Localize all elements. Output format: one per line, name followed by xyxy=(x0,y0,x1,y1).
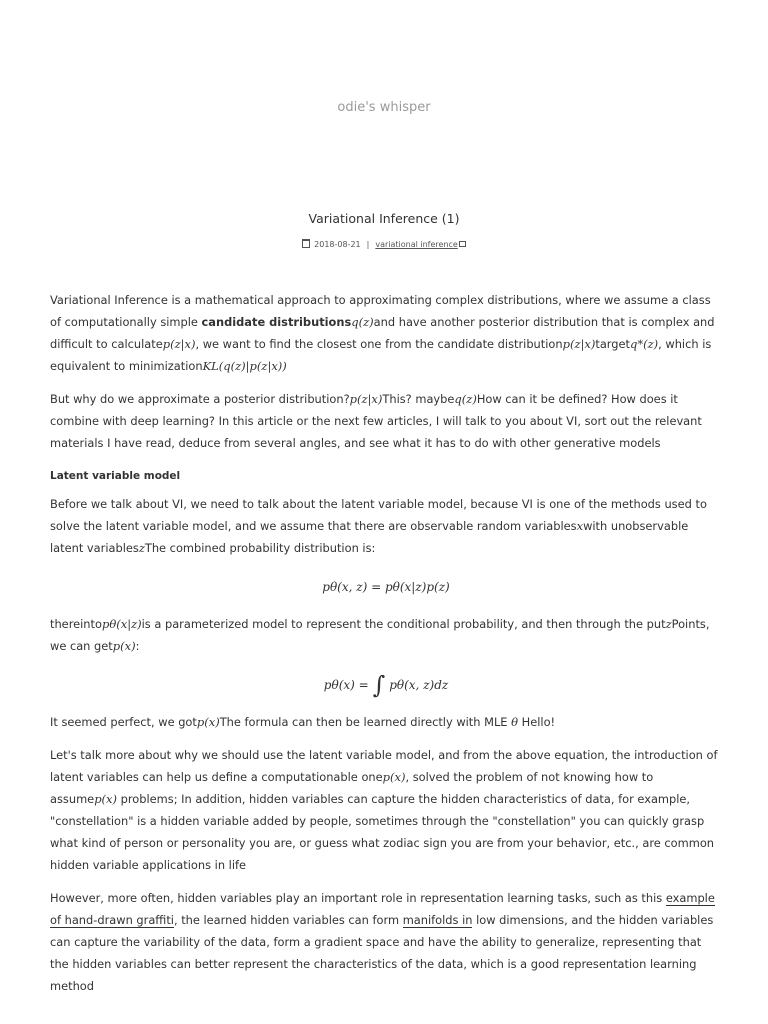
equation-marginal xyxy=(50,668,722,702)
text: Variational Inference is a mathematical approach to approximating complex distributions, where we assume a class of computationally simple xyxy=(50,293,711,329)
paragraph-perfect xyxy=(50,711,722,733)
text: The formula can then be learned directly with MLE xyxy=(219,715,512,729)
math-inline: pθ(x|z) xyxy=(101,617,142,631)
external-link-icon xyxy=(459,241,466,247)
integral-symbol: ∫ xyxy=(372,671,386,699)
math-inline: p(z|x) xyxy=(162,337,196,351)
math-inline: θ xyxy=(511,715,519,729)
post-title: Variational Inference (1) xyxy=(308,211,460,226)
calendar-icon xyxy=(302,239,310,248)
text: However, more often, hidden variables play an important role in representation learning tasks, such as this xyxy=(50,891,666,905)
text: Before we talk about VI, we need to talk about the latent variable model, because VI is one of the methods used to solve the latent variable model, and we assume that there are observable random variables xyxy=(50,497,707,533)
candidate-distributions-term: candidate distributions xyxy=(201,315,352,329)
post-content xyxy=(50,289,722,1008)
text: , which is equivalent to minimization xyxy=(50,337,712,373)
paragraph-why xyxy=(50,388,722,454)
post-meta xyxy=(0,239,768,249)
math-inline: KL(q(z)|p(z|x)) xyxy=(202,359,287,373)
text: thereinto xyxy=(50,617,102,631)
text: low dimensions, and the hidden variables can capture the variability of the data, form a gradient space and have the ability to generalize, representing that the hidden variables can better represent the characteristics of the data, which is a good representation learning method xyxy=(50,913,714,993)
math-inline: p(x) xyxy=(112,639,136,653)
text: Hello! xyxy=(518,715,556,729)
text: target xyxy=(595,337,630,351)
manifolds-link[interactable]: manifolds in xyxy=(402,913,473,927)
text: Points, we can get xyxy=(50,617,710,653)
text: and have another posterior distribution that is complex and difficult to calculate xyxy=(50,315,715,351)
text: , the learned hidden variables can form xyxy=(173,913,403,927)
math-inline: z xyxy=(665,617,672,631)
math-inline: p(x) xyxy=(196,715,220,729)
text: Let's talk more about why we should use the latent variable model, and from the above equation, the introduction of latent variables can help us define a computationable one xyxy=(50,748,718,784)
text: is a parameterized model to represent the conditional probability, and then through the put xyxy=(141,617,666,631)
text: How can it be defined? How does it combine with deep learning? In this article or the next few articles, I will talk to you about VI, sort out the relevant materials I have read, deduce from several angles, and see what it has to do with other generative models xyxy=(50,392,702,450)
math-inline: p(x) xyxy=(94,792,118,806)
math-inline: p(z|x) xyxy=(562,337,596,351)
paragraph-latent xyxy=(50,493,722,559)
text: problems; In addition, hidden variables can capture the hidden characteristics of data, for example, "constellation" is a hidden variable added by people, sometimes through the "constellation" you can quickly grasp what kind of person or personality you are, or guess what zodiac sign you are from your behavior, etc., are common hidden variable applications in life xyxy=(50,792,715,872)
paragraph-intro xyxy=(50,289,722,377)
text: , solved the problem of not knowing how to assume xyxy=(50,770,654,806)
equation-joint: pθ(x, z) = pθ(x|z)p(z) xyxy=(322,580,450,594)
meta-separator: | xyxy=(366,240,370,249)
graffiti-example-link[interactable]: example of hand-drawn graffiti xyxy=(50,891,715,927)
text: : xyxy=(135,639,140,653)
text: The combined probability distribution is: xyxy=(144,541,376,555)
math-inline: x xyxy=(576,519,584,533)
equation-rhs: pθ(x, z)dz xyxy=(389,678,449,692)
paragraph-thereinto xyxy=(50,613,722,657)
paragraph-representation xyxy=(50,887,722,997)
math-inline: p(x) xyxy=(382,770,406,784)
text: with unobservable latent variables xyxy=(50,519,689,555)
math-inline: q(z) xyxy=(351,315,374,329)
math-inline: q(z) xyxy=(454,392,477,406)
text: But why do we approximate a posterior distribution? xyxy=(50,392,350,406)
paragraph-why-latent xyxy=(50,744,722,876)
math-inline: q*(z) xyxy=(630,337,659,351)
equation-lhs: pθ(x) = xyxy=(323,678,369,692)
math-inline: p(z|x) xyxy=(349,392,383,406)
text: This? maybe xyxy=(382,392,455,406)
site-title[interactable]: odie's whisper xyxy=(337,100,431,115)
math-inline: z xyxy=(138,541,145,555)
post-date: 2018-08-21 xyxy=(314,240,361,249)
heading-latent-variable-model: Latent variable model xyxy=(50,470,181,482)
text: , we want to find the closest one from the candidate distribution xyxy=(195,337,563,351)
text: It seemed perfect, we got xyxy=(50,715,197,729)
category-link[interactable]: variational inference xyxy=(375,240,458,249)
